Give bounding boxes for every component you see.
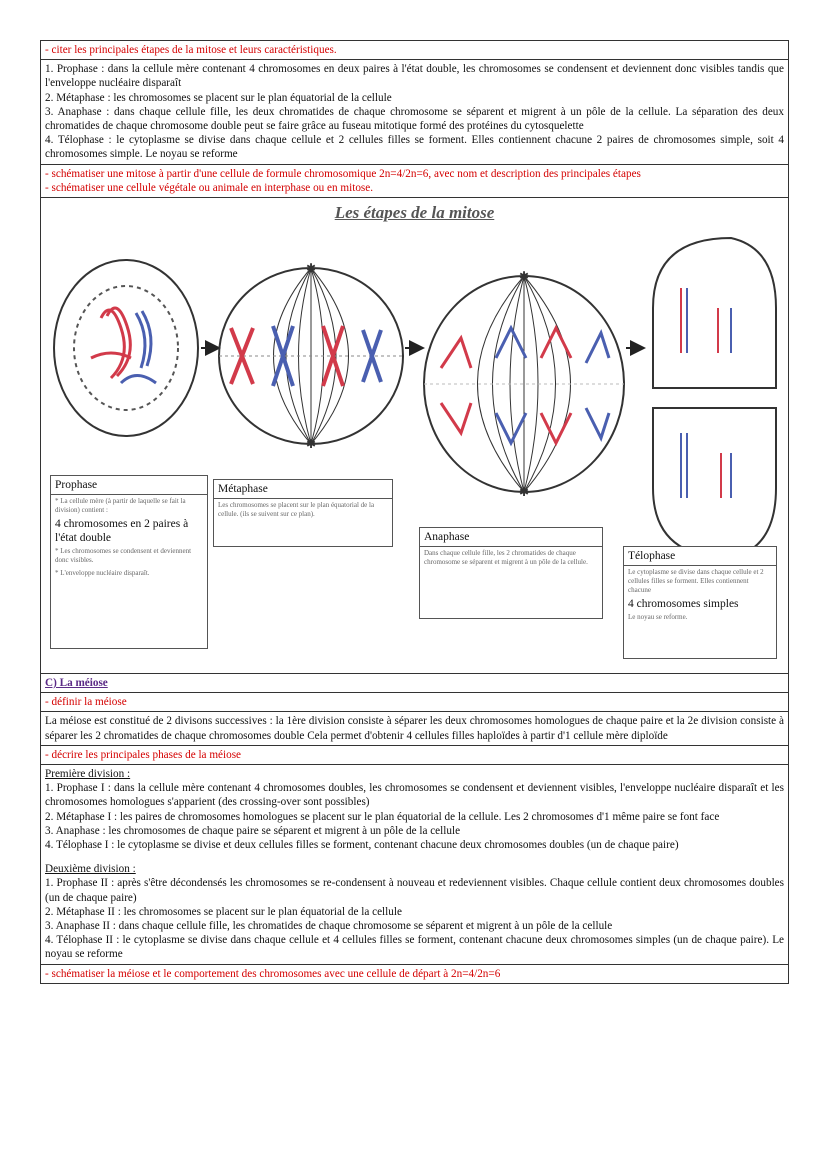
metaphase-cell — [219, 261, 403, 451]
svg-text:✱: ✱ — [518, 485, 530, 500]
div1-metaphase: 2. Métaphase I : les paires de chromosomes homologues se placent sur le plan équatorial de la cellule. Les 2 chromosomes d'1 même paire se font face — [45, 810, 720, 823]
telophase-daughter-cell-bottom — [653, 408, 776, 558]
prophase-cell — [54, 260, 198, 436]
label-anaphase — [419, 527, 603, 619]
div2-telophase: 4. Télophase II : le cytoplasme se divise dans chaque cellule et 4 cellules filles se forment, contenant chacune deux chromosomes simples (un de chaque paire). Le noyau se reforme — [45, 934, 784, 961]
div1-anaphase: 3. Anaphase : les chromosomes de chaque paire se séparent et migrent à un pôle de la cellule — [45, 824, 461, 837]
label-telophase-fill: 4 chromosomes simples — [628, 598, 739, 611]
question-mitosis-stages: - citer les principales étapes de la mitose et leurs caractéristiques. — [41, 41, 788, 60]
answer-anaphase: 3. Anaphase : dans chaque cellule fille, les deux chromatides de chaque chromosome se séparent et migrent à un pôle de la cellule. La séparation des deux chromatides de chaque chromosome double peut se faire grâce au fuseau mitotique formé des protéines du cytosquelette — [45, 105, 784, 133]
svg-text:✱: ✱ — [518, 269, 530, 284]
div2-metaphase: 2. Métaphase II : les chromosomes se placent sur le plan équatorial de la cellule — [45, 905, 402, 918]
label-prophase-fill: 4 chromosomes en 2 paires à l'état double — [55, 518, 189, 545]
label-prophase-title: Prophase — [51, 476, 207, 495]
label-telophase-sub2: Le noyau se reforme. — [628, 613, 688, 622]
label-telophase-sub1: Le cytoplasme se divise dans chaque cellule et 2 cellules filles se forment. Elles contiennent chacune — [628, 568, 764, 595]
label-prophase-sub3: * L'enveloppe nucléaire disparaît. — [55, 569, 150, 578]
div2-prophase: 1. Prophase II : après s'être décondensés les chromosomes se re-condensent à nouveau et redeviennent visibles. Chaque cellule contient deux chromosomes doubles (un de chaque paire) — [45, 877, 784, 904]
anaphase-cell — [424, 269, 624, 499]
div1-prophase: 1. Prophase I : dans la cellule mère contenant 4 chromosomes doubles, les chromosomes se condensent et deviennent visibles, l'enveloppe nucléaire disparaît et les chromosomes homologues s'apparient (des crossing-over sont possibles) — [45, 782, 784, 809]
answer-mitosis-stages — [41, 60, 788, 164]
answer-telophase: 4. Télophase : le cytoplasme se divise dans chaque cellule et 2 cellules filles se forment. Elles contiennent chacune 2 paires de chromosomes simple, soit 4 chromosomes simple. Le noyau se reforme — [45, 134, 784, 161]
label-anaphase-title: Anaphase — [420, 528, 602, 547]
answer-meiosis-phases — [41, 765, 788, 965]
question-draw-meiosis: - schématiser la méiose et le comportement des chromosomes avec une cellule de départ à 2n=4/2n=6 — [45, 967, 501, 980]
label-telophase — [623, 546, 777, 659]
question-define-meiosis: - définir la méiose — [41, 693, 788, 712]
label-prophase-sub2: * Les chromosomes se condensent et deviennent donc visibles. — [55, 547, 192, 565]
meiosis-heading: C) La méiose — [45, 677, 108, 690]
label-anaphase-sub: Dans chaque cellule fille, les 2 chromatides de chaque chromosome se séparent et migrent à un pôle de la cellule. — [424, 549, 588, 567]
first-division-title: Première division : — [45, 768, 131, 781]
label-metaphase — [213, 479, 393, 547]
div1-telophase: 4. Télophase I : le cytoplasme se divise et deux cellules filles se forment, contenant chacune deux chromosomes doubles (un de chaque paire) — [45, 839, 679, 852]
label-telophase-title: Télophase — [624, 547, 776, 566]
question-draw-mitosis-b: - schématiser une cellule végétale ou animale en interphase ou en mitose. — [45, 181, 374, 194]
telophase-daughter-cell-top — [653, 238, 776, 388]
question-meiosis-phases: - décrire les principales phases de la méiose — [41, 746, 788, 765]
answer-prophase: 1. Prophase : dans la cellule mère contenant 4 chromosomes en deux paires à l'état double, les chromosomes se condensent et deviennent donc visibles tandis que l'enveloppe nucléaire disparaît — [45, 63, 784, 90]
svg-text:✱: ✱ — [305, 261, 317, 276]
answer-define-meiosis: La méiose est constitué de 2 divisons successives : la 1ère division consiste à séparer les deux chromosomes homologues de chaque paire et la 2e division consiste à séparer les 2 chromatides de chaque chromosomes double Cela permet d'obtenir 4 cellules filles haploïdes à partir d'1 cellule mère diploïde — [41, 712, 788, 745]
worksheet-table — [40, 40, 789, 984]
label-metaphase-title: Métaphase — [214, 480, 392, 499]
answer-metaphase: 2. Métaphase : les chromosomes se placent sur le plan équatorial de la cellule — [45, 91, 392, 104]
figure-title: Les étapes de la mitose — [334, 203, 495, 223]
second-division-title: Deuxième division : — [45, 863, 136, 876]
label-prophase-sub1: * La cellule mère (à partir de laquelle se fait la division) contient : — [55, 497, 186, 515]
label-prophase — [50, 475, 208, 649]
question-draw-mitosis-a: - schématiser une mitose à partir d'une cellule de formule chromosomique 2n=4/2n=6, avec nom et description des principales étapes — [45, 167, 641, 180]
div2-anaphase: 3. Anaphase II : dans chaque cellule fille, les chromatides de chaque chromosome se séparent et migrent à un pôle de la cellule — [45, 920, 613, 933]
section-meiosis-heading — [41, 674, 788, 693]
label-metaphase-sub: Les chromosomes se placent sur le plan équatorial de la cellule. (ils se suivent sur ce plan). — [218, 501, 375, 519]
mitosis-figure — [41, 198, 788, 674]
question-draw-mitosis — [41, 165, 788, 198]
svg-text:✱: ✱ — [305, 437, 317, 452]
